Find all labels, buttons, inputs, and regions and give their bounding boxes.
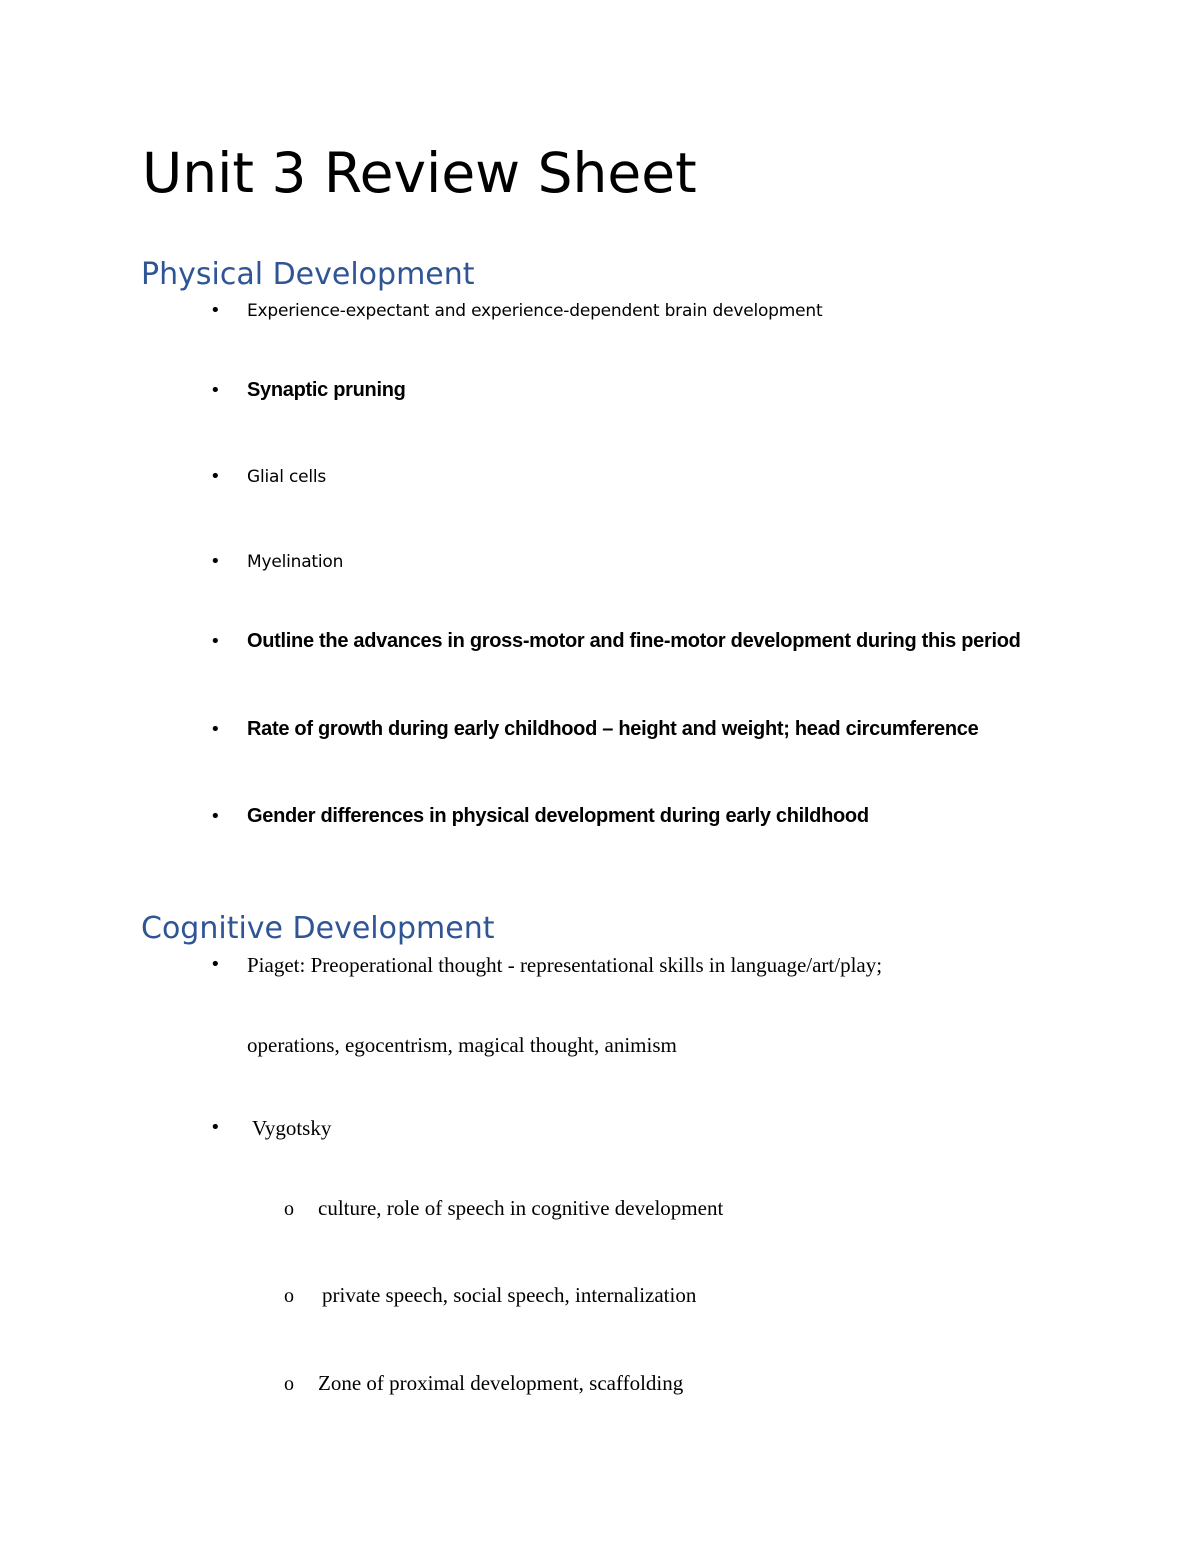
bullet-icon: • bbox=[210, 1117, 221, 1138]
bullet-icon: • bbox=[210, 806, 221, 827]
section-heading-cognitive: Cognitive Development bbox=[141, 911, 495, 946]
list-item-text: Synaptic pruning bbox=[247, 379, 406, 401]
sub-list-item-text: private speech, social speech, internalization bbox=[322, 1283, 697, 1307]
piaget-text-line-1: Piaget: Preoperational thought - representational skills in language/art/play; bbox=[247, 953, 883, 977]
list-item-text: Myelination bbox=[247, 552, 344, 572]
vygotsky-text: Vygotsky bbox=[252, 1116, 332, 1140]
list-item-text: Rate of growth during early childhood – height and weight; head circumference bbox=[247, 718, 979, 740]
section-heading-physical: Physical Development bbox=[141, 257, 475, 292]
bullet-icon: • bbox=[210, 631, 221, 652]
bullet-icon: • bbox=[210, 551, 221, 572]
bullet-icon: • bbox=[210, 380, 221, 401]
piaget-text-line-2: operations, egocentrism, magical thought, animism bbox=[247, 1033, 677, 1057]
list-item-text: Gender differences in physical development during early childhood bbox=[247, 805, 869, 827]
page-title: Unit 3 Review Sheet bbox=[142, 141, 697, 205]
bullet-icon: • bbox=[210, 300, 221, 321]
sub-list-item-text: Zone of proximal development, scaffolding bbox=[318, 1371, 684, 1395]
list-item-text: Experience-expectant and experience-dependent brain development bbox=[247, 301, 823, 321]
sub-list-item-text: culture, role of speech in cognitive development bbox=[318, 1196, 724, 1220]
list-item-text: Glial cells bbox=[247, 467, 327, 487]
bullet-icon: • bbox=[210, 466, 221, 487]
circle-bullet-icon: o bbox=[284, 1198, 294, 1220]
circle-bullet-icon: o bbox=[284, 1373, 294, 1395]
bullet-icon: • bbox=[210, 719, 221, 740]
bullet-icon: • bbox=[210, 954, 221, 975]
list-item-text: Outline the advances in gross-motor and fine-motor development during this period bbox=[247, 630, 1021, 652]
circle-bullet-icon: o bbox=[284, 1285, 294, 1307]
